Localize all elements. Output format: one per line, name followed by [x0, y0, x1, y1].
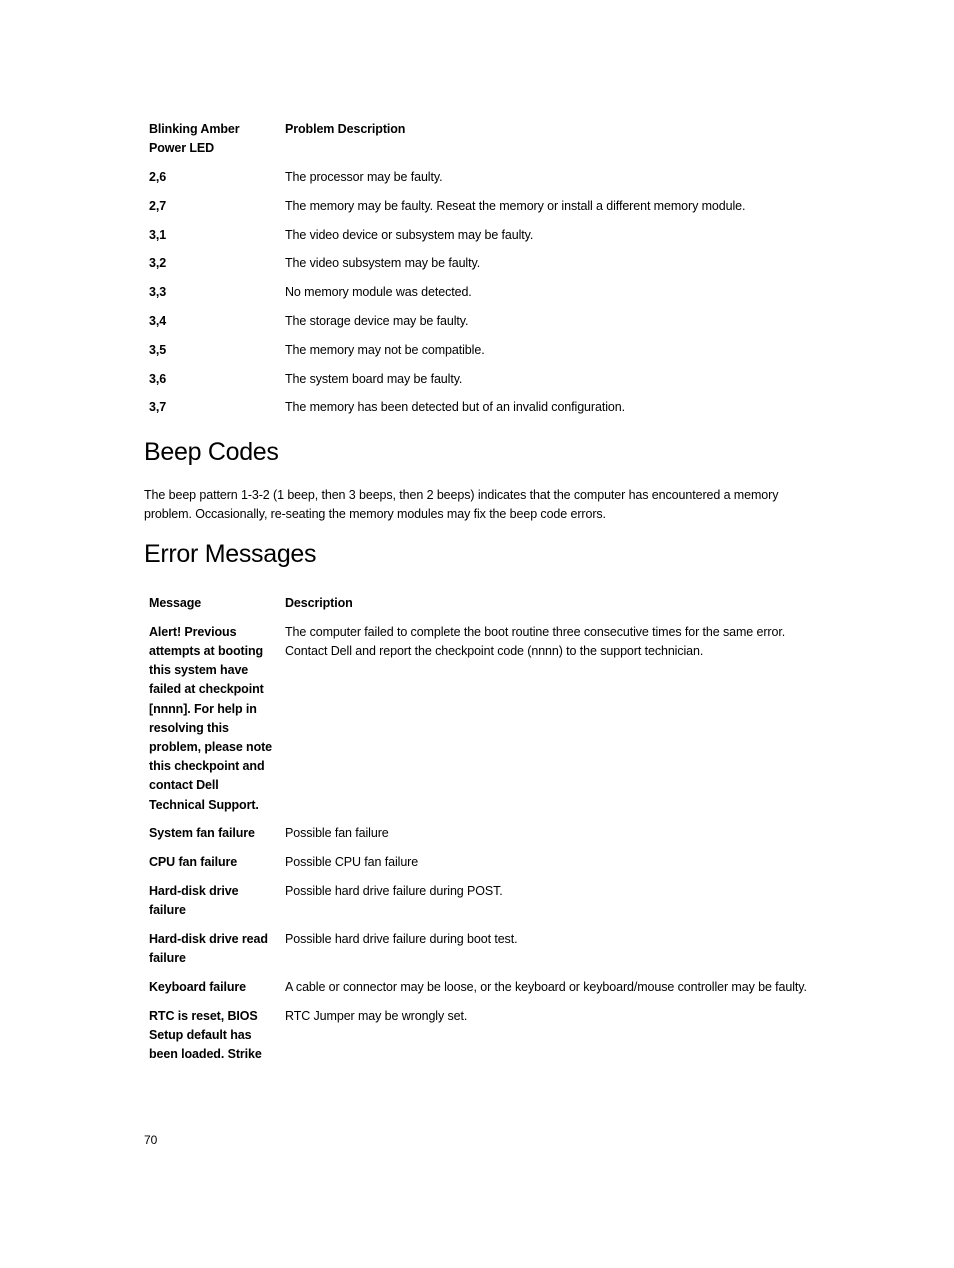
row-description: The storage device may be faulty.: [285, 313, 469, 328]
table-row: [144, 853, 830, 882]
led-code-table: [144, 120, 830, 427]
row-description: No memory module was detected.: [285, 285, 472, 300]
row-description: Possible hard drive failure during POST.: [285, 884, 503, 899]
row-key: 3,7: [149, 400, 167, 415]
column-header: Problem Description: [285, 122, 406, 136]
row-description: The memory may be faulty. Reseat the memory or install a different memory module.: [285, 198, 746, 213]
table-row: [144, 370, 830, 399]
row-key: CPU fan failure: [149, 855, 238, 870]
row-description: The memory may not be compatible.: [285, 342, 485, 357]
table-row: [144, 398, 830, 427]
row-key: 3,2: [149, 256, 167, 271]
table-row: [144, 197, 830, 226]
table-header-row: [144, 120, 830, 168]
row-key: 3,4: [149, 313, 167, 328]
row-description: Possible CPU fan failure: [285, 855, 419, 870]
row-description: A cable or connector may be loose, or the keyboard or keyboard/mouse controller may be faulty.: [285, 980, 807, 995]
row-description: The processor may be faulty.: [285, 170, 443, 184]
table-row: [144, 824, 830, 853]
table-row: [144, 168, 830, 197]
table-row: [144, 978, 830, 1007]
row-description: RTC Jumper may be wrongly set.: [285, 1008, 468, 1023]
row-description: The video device or subsystem may be faulty.: [285, 227, 534, 242]
error-message-table: [144, 594, 830, 1074]
section-heading-beep-codes: Beep Codes: [144, 438, 279, 466]
beep-codes-paragraph: The beep pattern 1-3-2 (1 beep, then 3 beeps, then 2 beeps) indicates that the computer has encountered a memory problem. Occasionally, re-seating the memory modules may fix the beep code errors.: [144, 488, 779, 522]
row-key: 3,6: [149, 371, 167, 386]
row-key: 3,3: [149, 285, 167, 300]
column-header: Blinking Amber Power LED: [149, 122, 240, 156]
row-key: 3,5: [149, 342, 167, 357]
row-description: Possible fan failure: [285, 826, 389, 841]
section-heading-error-messages: Error Messages: [144, 540, 317, 568]
row-key: RTC is reset, BIOS Setup default has been loaded. Strike: [149, 1008, 262, 1062]
table-row: [144, 882, 830, 930]
table-row: [144, 226, 830, 255]
led-table-body: [144, 168, 830, 427]
table-row: [144, 254, 830, 283]
column-header: Message: [149, 596, 202, 610]
row-key: Alert! Previous attempts at booting this system have failed at checkpoint [nnnn]. For help in resolving this problem, please note this checkpoint and contact Dell Technical Support.: [149, 624, 273, 812]
table-row: [144, 1007, 830, 1074]
row-key: 2,6: [149, 170, 167, 184]
table-row: [144, 341, 830, 370]
row-key: Hard-disk drive read failure: [149, 932, 268, 966]
column-header: Description: [285, 596, 353, 610]
row-key: System fan failure: [149, 826, 255, 841]
row-description: The video subsystem may be faulty.: [285, 256, 481, 271]
row-key: 2,7: [149, 198, 167, 213]
table-row: [144, 312, 830, 341]
row-description: The memory has been detected but of an invalid configuration.: [285, 400, 625, 415]
row-description: The computer failed to complete the boot routine three consecutive times for the same error. Contact Dell and report the checkpoint code (nnnn) to the support technician.: [285, 624, 786, 658]
table-header-row: [144, 594, 830, 623]
row-description: The system board may be faulty.: [285, 371, 463, 386]
row-key: 3,1: [149, 227, 167, 242]
row-key: Keyboard failure: [149, 980, 247, 995]
page-number: 70: [144, 1133, 158, 1147]
table-row: [144, 623, 830, 825]
row-description: Possible hard drive failure during boot test.: [285, 932, 518, 947]
row-key: Hard-disk drive failure: [149, 884, 239, 918]
error-table-body: [144, 623, 830, 1074]
table-row: [144, 283, 830, 312]
table-row: [144, 930, 830, 978]
